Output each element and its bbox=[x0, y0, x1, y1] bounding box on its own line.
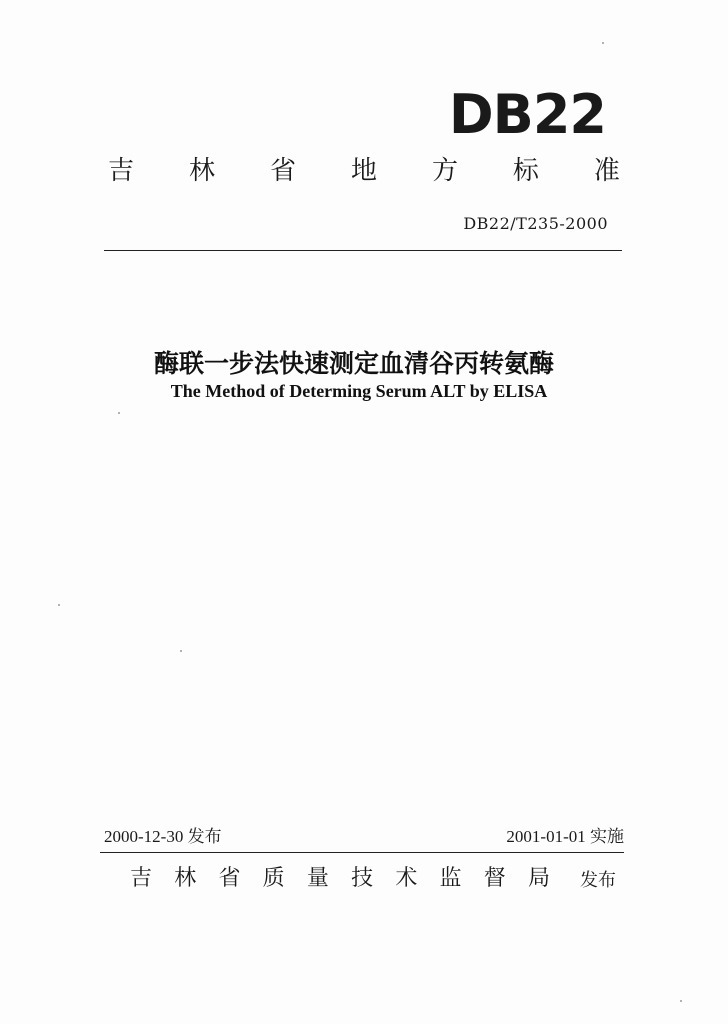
bottom-divider bbox=[100, 852, 624, 853]
english-title: The Method of Determing Serum ALT by ELISA bbox=[170, 381, 548, 401]
issuer-char: 省 bbox=[218, 866, 241, 891]
provincial-title-char: 地 bbox=[350, 156, 377, 186]
scan-speck bbox=[602, 42, 604, 44]
chinese-title: 酶联一步法快速测定血清谷丙转氨酶 bbox=[153, 349, 554, 378]
top-divider bbox=[104, 250, 622, 251]
provincial-title-char: 方 bbox=[431, 156, 458, 186]
issuer-char: 质 bbox=[262, 866, 285, 891]
db-code-heading: DB22 bbox=[448, 83, 606, 146]
scan-speck bbox=[118, 412, 120, 414]
issuer-char: 吉 bbox=[130, 866, 153, 891]
standard-number: DB22/T235-2000 bbox=[463, 214, 608, 233]
provincial-title-char: 省 bbox=[269, 156, 296, 186]
issuing-authority bbox=[130, 868, 550, 890]
issuer-char: 林 bbox=[174, 866, 197, 891]
scan-speck bbox=[180, 650, 182, 652]
issue-date: 2000-12-30 发布 bbox=[104, 827, 222, 846]
provincial-title-char: 标 bbox=[512, 156, 539, 186]
issuer-char: 监 bbox=[439, 866, 462, 891]
provincial-title-char: 准 bbox=[593, 156, 620, 186]
provincial-title-char: 吉 bbox=[108, 156, 135, 186]
issuer-char: 术 bbox=[395, 866, 418, 891]
issuer-char: 技 bbox=[351, 866, 374, 891]
implementation-date: 2001-01-01 实施 bbox=[506, 827, 624, 846]
issuer-char: 局 bbox=[527, 866, 550, 891]
issuer-char: 督 bbox=[483, 866, 506, 891]
issue-verb: 发布 bbox=[580, 870, 616, 891]
provincial-standard-title bbox=[108, 158, 620, 184]
issuer-char: 量 bbox=[306, 866, 329, 891]
provincial-title-char: 林 bbox=[188, 156, 215, 186]
scan-speck bbox=[58, 604, 60, 606]
scan-speck bbox=[680, 1000, 682, 1002]
